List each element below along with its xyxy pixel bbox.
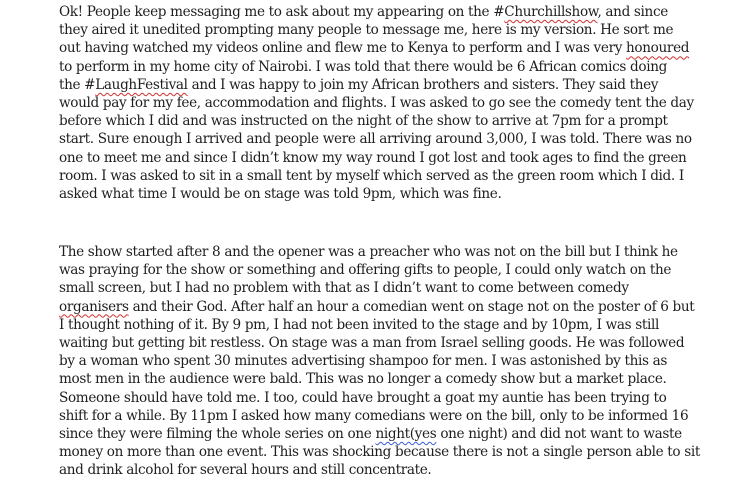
- text-segment: room. I was asked to sit in a small tent by myself which served as the green room which I did. I: [59, 167, 684, 184]
- spelling-error-word[interactable]: organisers: [59, 298, 129, 315]
- text-line: [59, 243, 695, 261]
- text-line: [59, 370, 695, 388]
- text-segment: asked what time I would be on stage was told 9pm, which was fine.: [59, 185, 502, 202]
- text-segment: the #: [59, 76, 96, 93]
- text-segment: start. Sure enough I arrived and people were all arriving around 3,000, I was told. There was no: [59, 131, 692, 148]
- text-line: [59, 39, 695, 57]
- text-segment: one night) and did not want to waste: [436, 425, 682, 442]
- text-line: [59, 94, 695, 112]
- spelling-error-word[interactable]: LaughFestival: [95, 76, 188, 93]
- text-line: [59, 461, 695, 479]
- text-line: [59, 316, 695, 334]
- text-segment: waiting but getting bit restless. On stage was a man from Israel selling goods. He was followed: [59, 335, 685, 351]
- text-line: [59, 261, 695, 279]
- spelling-error-word[interactable]: Churchillshow: [504, 4, 598, 20]
- text-line: [59, 76, 695, 94]
- text-segment: , and since: [597, 4, 668, 20]
- text-segment: Ok! People keep messaging me to ask about my appearing on the #: [59, 4, 505, 20]
- paragraph-2: [59, 243, 700, 479]
- text-segment: and drink alcohol for several hours and still concentrate.: [59, 462, 432, 479]
- text-segment: and I was happy to join my African brothers and sisters. They said they: [187, 76, 659, 93]
- text-segment: before which I did and was instructed on the night of the show to arrive at 7pm for a prompt: [59, 113, 668, 130]
- text-segment: would pay for my fee, accommodation and flights. I was asked to go see the comedy tent the day: [59, 94, 694, 111]
- text-line: [59, 407, 695, 425]
- text-segment: they aired it unedited prompting many people to message me, here is my version. He sort me: [59, 22, 674, 39]
- text-line: [59, 334, 695, 352]
- text-segment: since they were filming the whole series on one: [59, 425, 376, 442]
- text-segment: The show started after 8 and the opener was a preacher who was not on the bill but I think he: [59, 244, 678, 261]
- text-segment: I thought nothing of it. By 9 pm, I had not been invited to the stage and by 10pm, I was still: [59, 316, 659, 333]
- text-segment: was praying for the show or something and offering gifts to people, I could only watch on the: [59, 262, 672, 279]
- text-line: [59, 279, 695, 297]
- text-line: [59, 298, 695, 316]
- grammar-error-word[interactable]: night(yes: [375, 425, 437, 442]
- text-line: [59, 149, 695, 167]
- document-body: [59, 3, 700, 480]
- spelling-error-word[interactable]: honoured: [626, 40, 690, 57]
- text-line: [59, 167, 695, 185]
- text-line: [59, 352, 695, 370]
- text-segment: Someone should have told me. I too, could have brought a goat my auntie has been trying to: [59, 389, 667, 406]
- text-segment: one to meet me and since I didn’t know my way round I got lost and took ages to find the green: [59, 149, 687, 166]
- text-line: [59, 21, 695, 39]
- text-segment: to perform in my home city of Nairobi. I was told that there would be 6 African comics doing: [59, 58, 667, 75]
- text-line: [59, 58, 695, 76]
- text-line: [59, 3, 695, 21]
- text-line: [59, 389, 695, 407]
- text-line: [59, 425, 695, 443]
- text-segment: and their God. After half an hour a comedian went on stage not on the poster of 6 but: [128, 298, 695, 315]
- paragraph-gap: [59, 203, 695, 243]
- text-segment: shift for a while. By 11pm I asked how many comedians were on the bill, only to be informed 16: [59, 407, 689, 424]
- text-line: [59, 185, 695, 203]
- paragraph-1: [59, 3, 695, 203]
- text-segment: most men in the audience were bald. This was no longer a comedy show but a market place.: [59, 371, 667, 388]
- text-line: [59, 130, 695, 148]
- text-segment: money on more than one event. This was shocking because there is not a single person able to sit: [59, 444, 700, 461]
- text-line: [59, 112, 695, 130]
- text-segment: by a woman who spent 30 minutes advertising shampoo for men. I was astonished by this as: [59, 353, 667, 370]
- text-segment: out having watched my videos online and flew me to Kenya to perform and I was very: [59, 40, 627, 57]
- text-line: [59, 443, 700, 461]
- text-segment: small screen, but I had no problem with that as I didn’t want to come between comedy: [59, 280, 629, 297]
